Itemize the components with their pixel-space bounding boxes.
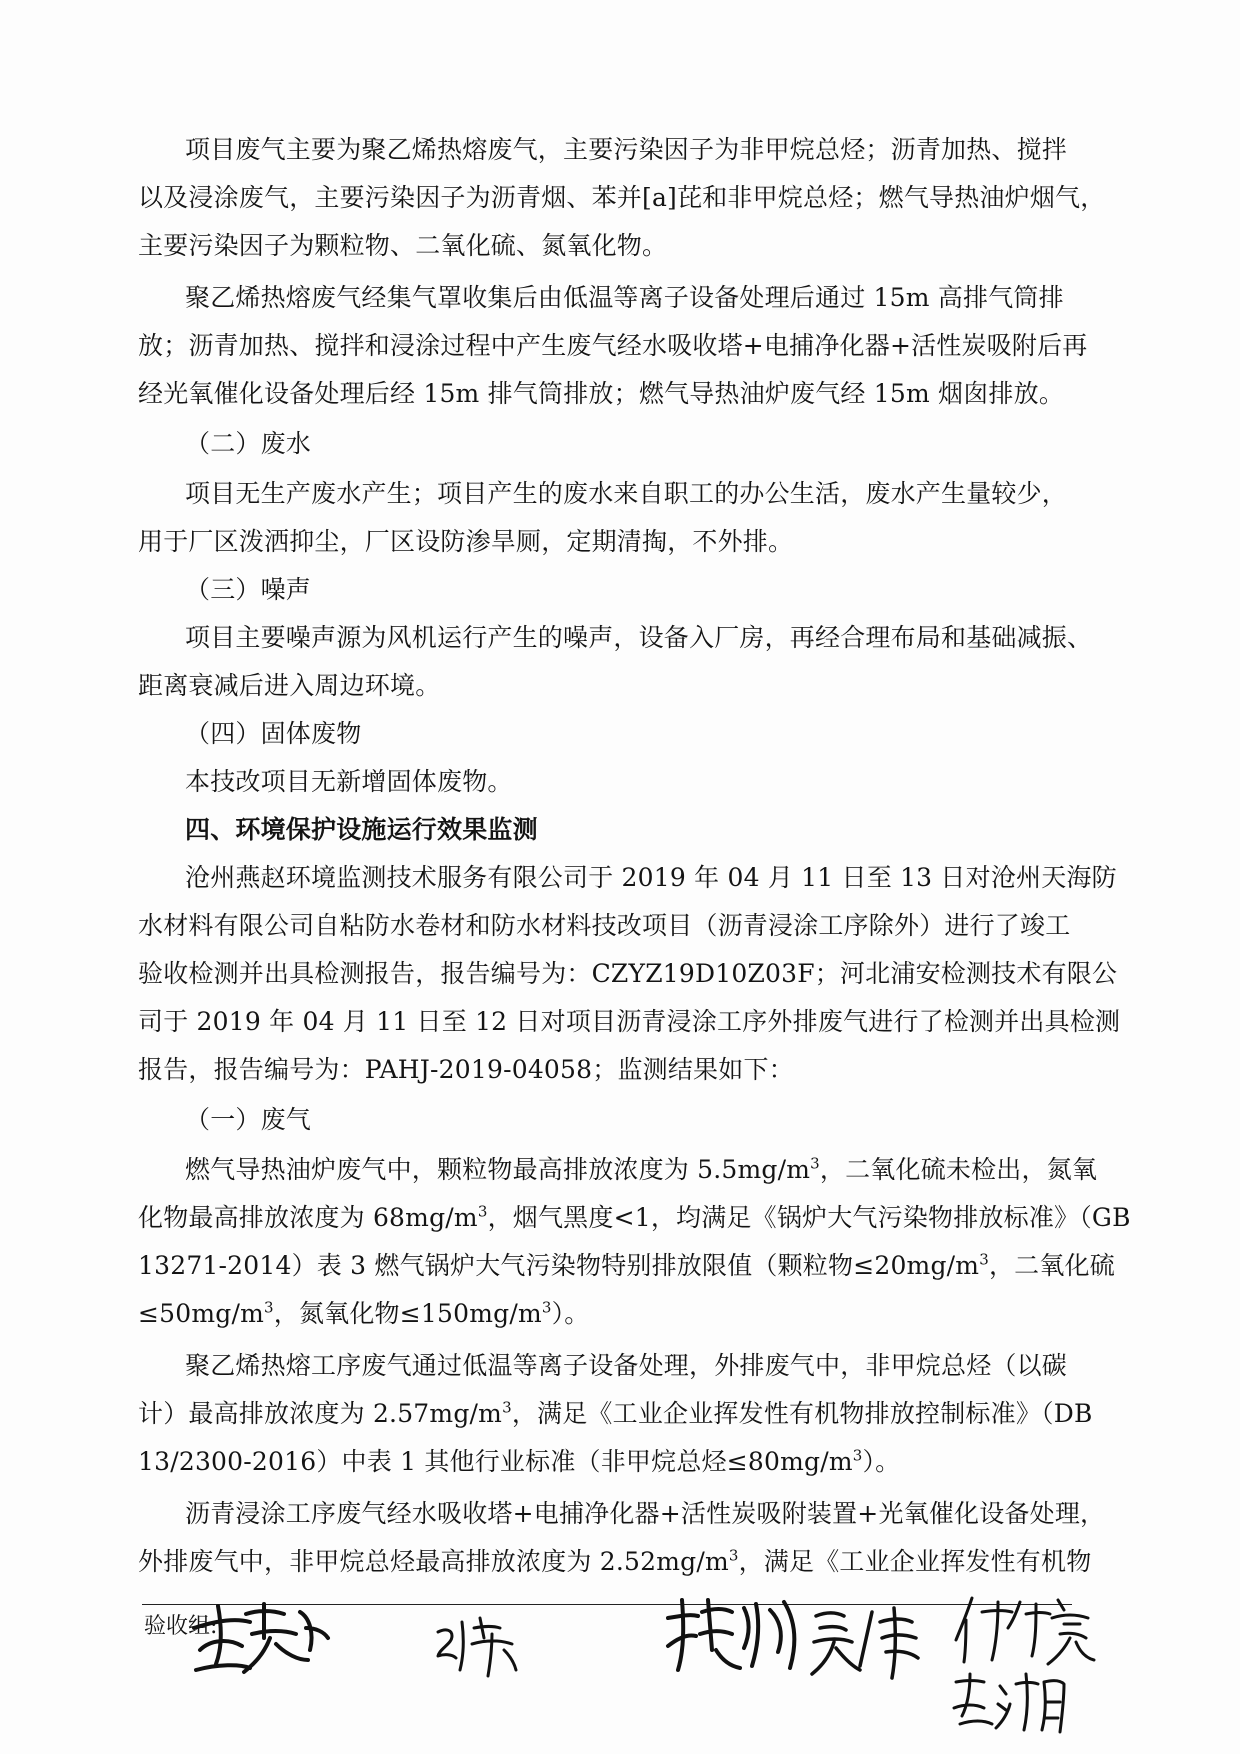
signature-5 — [952, 1590, 1102, 1670]
text-line: 燃气导热油炉废气中，颗粒物最高排放浓度为 $5.5mg/m^3$，二氧化硫未检出，氮氧 — [185, 1154, 1098, 1184]
text-line: 外排废气中，非甲烷总烃最高排放浓度为 $2.52mg/m^3$，满足《工业企业挥发性有机物 — [138, 1546, 1092, 1576]
text-line: 主要污染因子为颗粒物、二氧化硫、氮氧化物。 — [138, 231, 668, 260]
text-line: 沧州燕赵环境监测技术服务有限公司于 2019 年 04 月 11 日至 13 日对沧州天海防 — [185, 863, 1117, 892]
text-line: 报告，报告编号为：PAHJ-2019-04058；监测结果如下： — [138, 1055, 794, 1084]
section-heading: （二）废水 — [185, 429, 312, 458]
text-line: 化物最高排放浓度为 $68mg/m^3$，烟气黑度<1，均满足《锅炉大气污染物排放标准》（GB — [138, 1202, 1131, 1232]
text-line: 项目主要噪声源为风机运行产生的噪声，设备入厂房，再经合理布局和基础减振、 — [185, 623, 1093, 652]
text-line: 聚乙烯热熔工序废气通过低温等离子设备处理，外排废气中，非甲烷总烃（以碳 — [185, 1351, 1068, 1380]
signature-1 — [188, 1598, 338, 1678]
text-line: 用于厂区泼洒抑尘，厂区设防渗旱厕，定期清掏，不外排。 — [138, 527, 794, 556]
chapter-heading: 四、环境保护设施运行效果监测 — [185, 815, 538, 844]
text-line: 计）最高排放浓度为 $2.57mg/m^3$，满足《工业企业挥发性有机物排放控制标准》（DB — [138, 1398, 1093, 1428]
text-line: 水材料有限公司自粘防水卷材和防水材料技改项目（沥青浸涂工序除外）进行了竣工 — [138, 911, 1071, 940]
signature-2 — [430, 1614, 540, 1684]
text-line: 13271-2014）表 3 燃气锅炉大气污染物特别排放限值（颗粒物$\le 20mg/m^3$，二氧化硫 — [138, 1250, 1115, 1280]
text-line: 项目废气主要为聚乙烯热熔废气，主要污染因子为非甲烷总烃；沥青加热、搅拌 — [185, 135, 1068, 164]
signature-3 — [660, 1590, 810, 1680]
section-heading: （三）噪声 — [185, 575, 312, 604]
text-line: 聚乙烯热熔废气经集气罩收集后由低温等离子设备处理后通过 15m 高排气筒排 — [185, 283, 1064, 312]
signature-4 — [806, 1602, 936, 1682]
text-line: 放；沥青加热、搅拌和浸涂过程中产生废气经水吸收塔+电捕净化器+活性炭吸附后再 — [138, 331, 1088, 360]
text-line: 距离衰减后进入周边环境。 — [138, 671, 441, 700]
text-line: 经光氧催化设备处理后经 15m 排气筒排放；燃气导热油炉废气经 15m 烟囱排放。 — [138, 379, 1065, 408]
text-line: 项目无生产废水产生；项目产生的废水来自职工的办公生活，废水产生量较少， — [185, 479, 1068, 508]
acceptance-group-label: 验收组: — [144, 1614, 218, 1639]
text-line: 13/2300-2016）中表 1 其他行业标准（非甲烷总烃$\le 80mg/m^3$）。 — [138, 1446, 901, 1476]
section-heading: （四）固体废物 — [185, 719, 362, 748]
text-line: $\le 50mg/m^3$，氮氧化物$\le 150mg/m^3$）。 — [138, 1298, 590, 1328]
text-line: 司于 2019 年 04 月 11 日至 12 日对项目沥青浸涂工序外排废气进行了检测并出具检测 — [138, 1007, 1121, 1036]
text-line: 本技改项目无新增固体废物。 — [185, 767, 513, 796]
text-line: 以及浸涂废气，主要污染因子为沥青烟、苯并[a]芘和非甲烷总烃；燃气导热油炉烟气， — [138, 183, 1106, 212]
signature-6 — [948, 1668, 1078, 1738]
section-heading: （一）废气 — [185, 1105, 312, 1134]
text-line: 沥青浸涂工序废气经水吸收塔+电捕净化器+活性炭吸附装置+光氧催化设备处理， — [185, 1499, 1106, 1528]
text-line: 验收检测并出具检测报告，报告编号为：CZYZ19D10Z03F；河北浦安检测技术有限公 — [138, 959, 1118, 988]
